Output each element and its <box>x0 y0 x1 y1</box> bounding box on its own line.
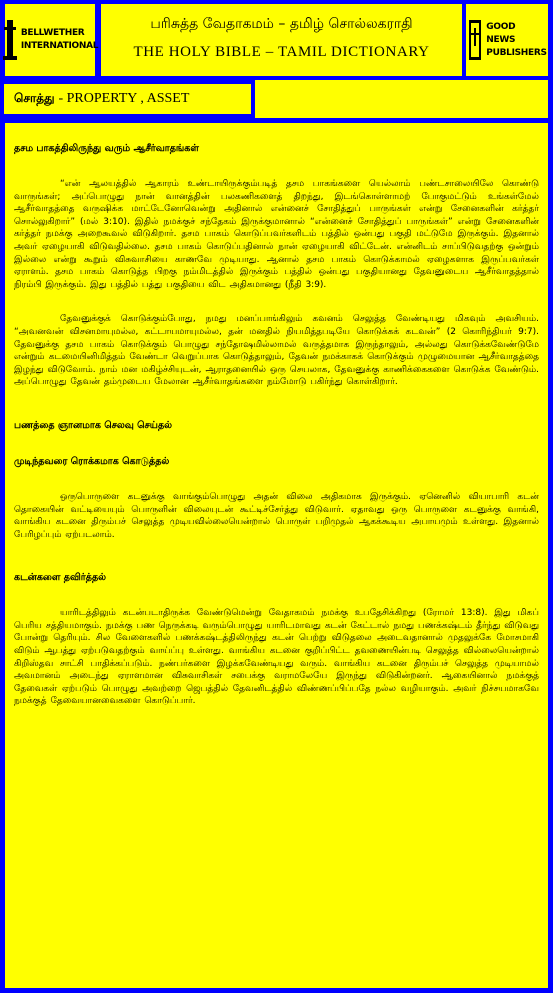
entry-word-frame <box>0 80 255 118</box>
frame-divider <box>0 118 553 123</box>
bible-book-icon <box>2 20 18 60</box>
entry-word-tamil: சொத்து <box>14 91 55 105</box>
paragraph: ஒருபொருளை கடனுக்கு வாங்கும்பொழுது அதன் விலை அதிகமாக இருக்கும். ஏனெனில் வியாபாரி கடன் தொகையின் வட்டியையும் பொருளின் விலையுடன் கூட்டிச்சேர்த்து விடுவார். ஏதாவது ஒரு பொருளை கடனுக்கு வாங்கி, வாங்கிய கடனை திரும்பச் செலுத்த முடியவில்லையென்றால் பொருள் பறிமுதல் ஆகக்கூடிய அபாயமும் உள்ளது. இதனால் பேரிழப்பும் ஏற்படலாம். <box>14 491 539 540</box>
paragraph: யாரிடத்திலும் கடன்படாதிருக்க வேண்டுமென்று வேதாகமம் நமக்கு உபதேசிக்கிறது (ரோமர் 13:8). இது மிகப் பெரிய சத்தியமாகும். நமக்கு பண நெருக்கடி வரும்பொழுது யாரிடமாவது கடன் கேட்டால் நமது பணக்கஷ்டம் தீர்ந்து விடுவது போன்று தெரியும். சில வேளைகளில் பணக்கஷ்டத்திலிருந்து கடன் பெற்று விடுதலை அடைவதானால் முதலுக்கே மோசமாகி விடும் ஆபத்து ஏற்படுவதற்கும் வாய்ப்பு உள்ளது. வாங்கிய கடனை குறிப்பிட்ட தவணையின்படி செலுத்த வில்லையென்றால் கிறிஸ்தவ சாட்சி பாதிக்கப்படும். நண்பர்களை இழக்கவேண்டியது வரும். வாங்கிய கடனை திரும்பச் செலுத்த முடியாமல் அவமானம் அடைந்து ஏராளமான விசுவாசிகள் சபைக்கு வராமலேயே இருந்து விடுகின்றனர். ஆகையினால் நமக்குத் தேவைகள் ஏற்படும் பொழுது அவற்றை ஜெபத்தில் தேவனிடத்தில் விண்ணப்பிப்பதே நல்ல வழியாகும். அவர் நிச்சயமாகவே நமக்குத் தேவையானவைகளை கொடுப்பார். <box>14 608 539 707</box>
section-heading: தசம பாகத்திலிருந்து வரும் ஆசீர்வாதங்கள் <box>14 143 199 154</box>
section-heading: பணத்தை ஞானமாக செலவு செய்தல் <box>14 419 173 431</box>
header-bar <box>0 0 553 80</box>
logo-right-line2: PUBLISHERS <box>486 47 547 58</box>
paragraph: “என் ஆலயத்தில் ஆகாரம் உண்டாயிருக்கும்படித் தசம பாகங்களை யெல்லாம் பண்டசாலையிலே கொண்டு வாருங்கள்; அப்பொழுது நான் வானத்தின் பலகணிகளைத் திறந்து, இடங்கொள்ளாமற் போகுமட்டும் உங்கள்மேல் ஆசீர்வாதத்தை வருஷிக்க மாட்டேனோவென்று அதினால் என்னைச் சோதித்துப் பாருங்கள் என்று சேனைகளின் கர்த்தர் சொல்லுகிறார்” (மல் 3:10). இதில் நமக்குச் சந்தேகம் இருக்குமானால் “என்னைச் சோதித்துப் பாருங்கள்” என்று சேனைகளின் கர்த்தர் நமக்கு அறைகூவல் விடுகிறார். தசம பாகம் கொடுப்பவர்களிடம் பத்தில் ஒன்பது பகுதி மட்டுமே இருக்கும். இதனால் அவர் ஏழையாகி விடுவதில்லை. தசம பாகம் கொடுப்பதினால் நான் ஏழையாகி விட்டேன். என்னிடம் சாப்பிடுவதற்கு ஒன்றும் இல்லை என்று கூறும் விசுவாசியை காணவே முடியாது. ஆனால் தசம பாகம் கொடுக்காமல் ஏழைகளாக இருப்பவர்கள் ஏராளம். தசம பாகம் கொடுத்த பிறகு நம்மிடத்தில் இருக்கும் பத்தில் ஒன்பது பகுதியானது தேவனுடைய ஆசீர்வாதத்தால் நிரம்பி இருக்கும். இது பத்தில் பத்து பகுதியை விட அதிகமானது (நீதி 3:9). <box>14 179 539 290</box>
frame-right-border <box>548 80 553 993</box>
logo-right-line1: GOOD NEWS <box>486 21 516 45</box>
logo-left-line2: INTERNATIONAL <box>20 41 99 51</box>
logo-left-line1: BELLWETHER <box>20 28 85 38</box>
entry-word-english: - PROPERTY , ASSET <box>58 91 190 106</box>
frame-bottom-border <box>0 988 553 993</box>
section-heading: கடன்களை தவிர்த்தல் <box>14 572 107 584</box>
entry-word-box <box>4 84 251 114</box>
paragraph: தேவனுக்குக் கொடுக்கும்போது, நமது மனப்பாங்கிலும் கவனம் செலுத்த வேண்டியது மிகவும் அவசியம். “அவனவன் விசனமாயுமல்ல, கட்டாயமாயுமல்ல, தன் மனதில் நியமித்தபடியே கொடுக்கக் கடவன்” (2 கொரிந்தியர் 9:7). தேவனுக்கு தசம பாகம் கொடுக்கும் பொழுது சந்தோஷமில்லாமல் வருத்தமாக இருந்தாலும், அல்லது கொடுக்கவேண்டுமே என்றும் கடமையினிமித்தம் வேண்டா வெறுப்பாக கொடுத்தாலும், தேவன் நமக்காகக் கொடுக்கும் முழுமையான ஆசீர்வாதத்தை இழந்து விடுவோம். நாம் மன மகிழ்ச்சியுடன், ஆராதனையில் ஒரு செயலாக, தேவனுக்கு காணிக்கைகளை கொடுக்க வேண்டும். அப்பொழுது தேவன் தம்முடைய மேலான ஆசீர்வாதங்களை நம்மோடு பகிர்ந்து கொள்கிறார். <box>14 314 539 388</box>
dictionary-title-tamil: பரிசுத்த வேதாகமம் – தமிழ் சொல்லகராதி <box>150 16 413 32</box>
publisher-logo-left <box>5 4 99 76</box>
section-heading: முடிந்தவரை ரொக்கமாக கொடுத்தல் <box>14 455 170 467</box>
publisher-logo-right <box>466 4 548 76</box>
entry-content <box>14 130 539 982</box>
dictionary-title-english: THE HOLY BIBLE – TAMIL DICTIONARY <box>133 44 430 60</box>
title-box <box>101 4 462 76</box>
frame-left-border <box>0 118 5 993</box>
bible-book-icon <box>467 20 483 60</box>
